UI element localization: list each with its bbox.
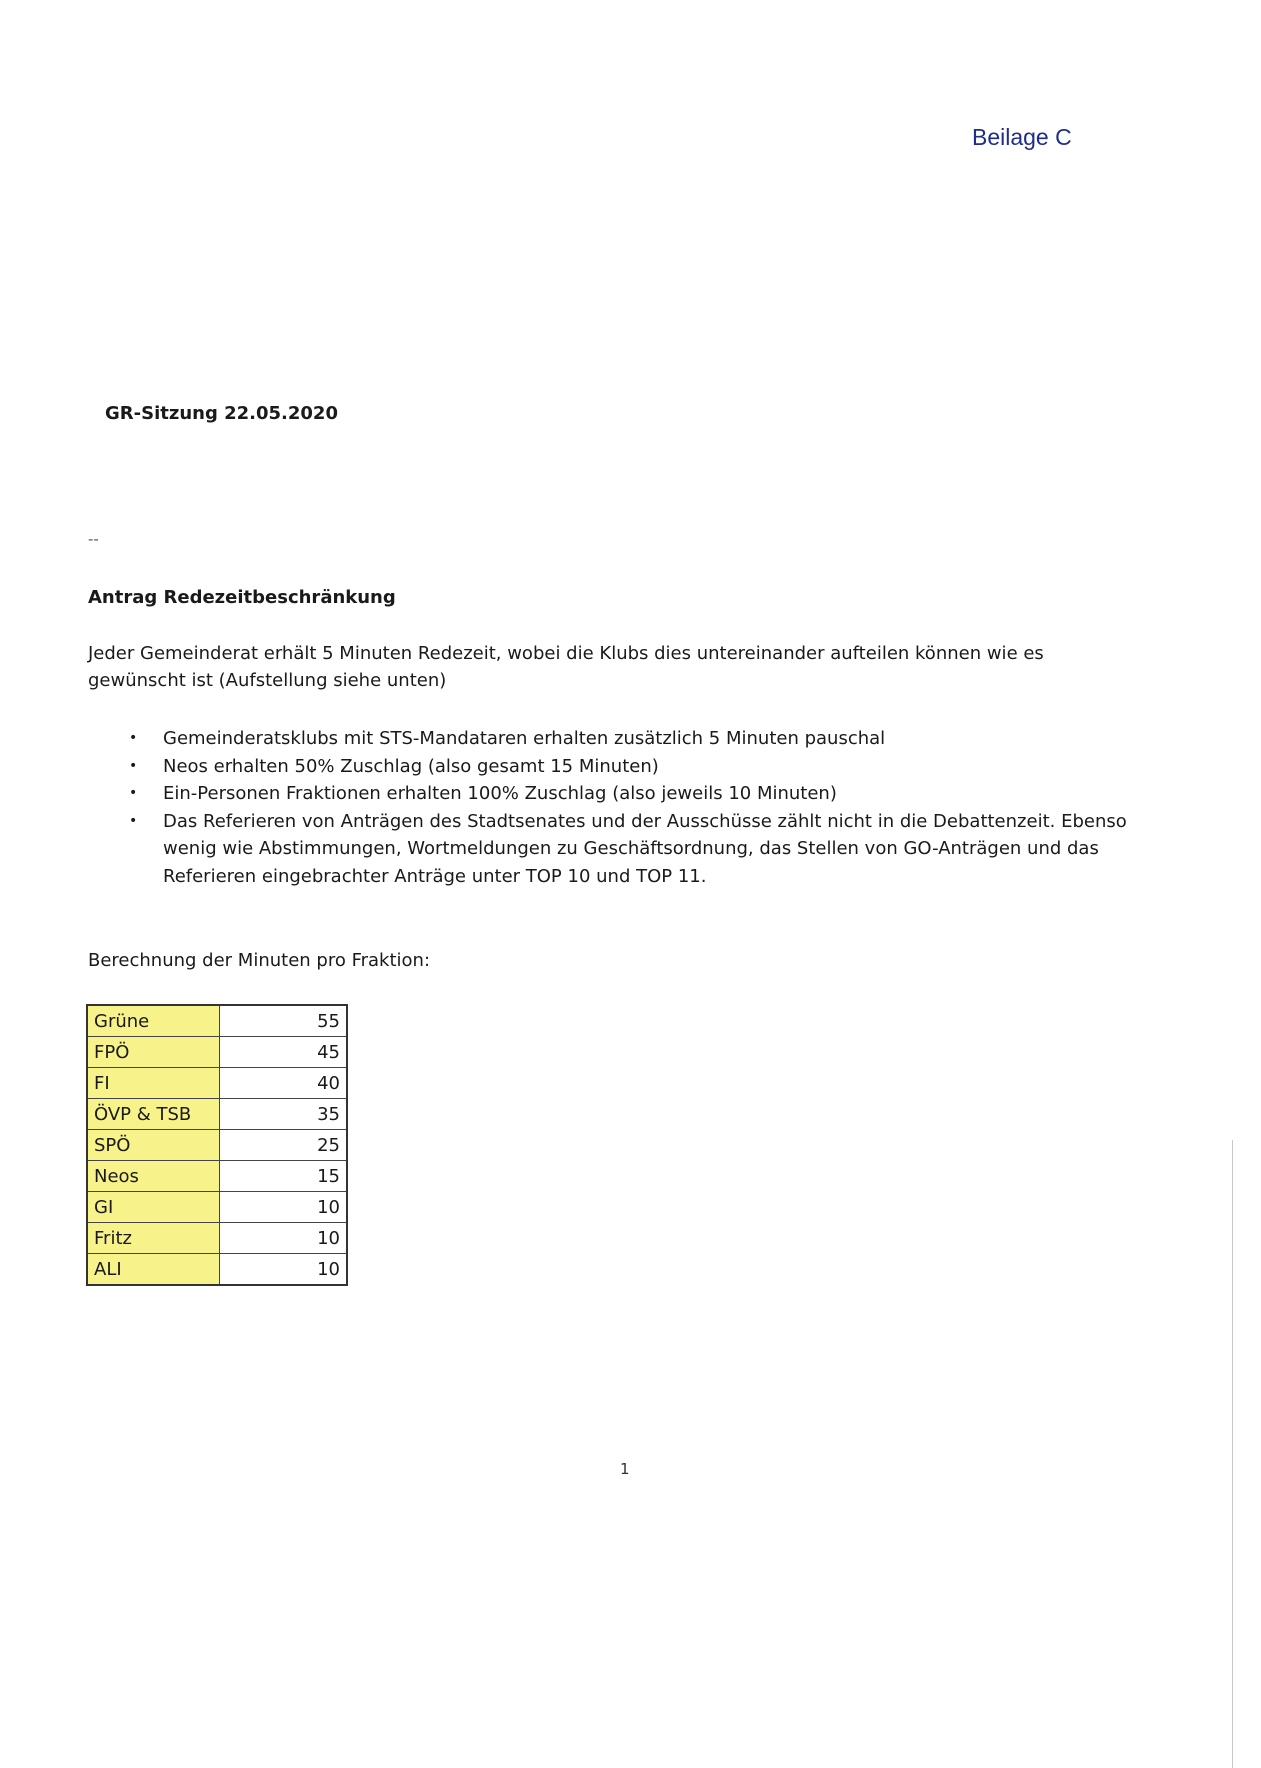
table-row [87, 1005, 347, 1037]
party-cell: Grüne [87, 1005, 220, 1037]
minutes-cell: 45 [220, 1037, 348, 1068]
motion-intro: Jeder Gemeinderat erhält 5 Minuten Redezeit, wobei die Klubs dies untereinander aufteilen können wie es gewünscht ist (Aufstellung siehe unten) [88, 643, 1044, 691]
party-cell: SPÖ [87, 1130, 220, 1161]
bullet-item [124, 808, 1154, 891]
table-row [87, 1099, 347, 1130]
party-cell: ÖVP & TSB [87, 1099, 220, 1130]
minutes-cell: 35 [220, 1099, 348, 1130]
party-cell: FPÖ [87, 1037, 220, 1068]
minutes-cell: 10 [220, 1254, 348, 1286]
separator-dashes: -- [88, 530, 99, 548]
minutes-cell: 10 [220, 1223, 348, 1254]
minutes-cell: 25 [220, 1130, 348, 1161]
table-row [87, 1130, 347, 1161]
motion-title: Antrag Redezeitbeschränkung [88, 587, 396, 608]
party-cell: ALI [87, 1254, 220, 1286]
table-row [87, 1068, 347, 1099]
bullet-text: Neos erhalten 50% Zuschlag (also gesamt 15 Minuten) [163, 755, 659, 777]
bullet-text: Ein-Personen Fraktionen erhalten 100% Zuschlag (also jeweils 10 Minuten) [163, 783, 837, 804]
party-cell: Fritz [87, 1223, 220, 1254]
page-number: 1 [620, 1460, 630, 1478]
bullet-dot-icon: • [129, 812, 138, 829]
minutes-cell: 40 [220, 1068, 348, 1099]
table-row [87, 1254, 347, 1286]
bullet-dot-icon: • [129, 757, 138, 774]
table-row [87, 1037, 347, 1068]
table-row [87, 1192, 347, 1223]
bullet-dot-icon: • [129, 730, 138, 746]
table-row [87, 1223, 347, 1254]
motion-bullet-list [124, 725, 1154, 890]
bullet-item [124, 753, 1154, 781]
bullet-text: Gemeinderatsklubs mit STS-Mandataren erhalten zusätzlich 5 Minuten pauschal [163, 728, 886, 749]
bullet-dot-icon: • [129, 785, 138, 801]
minutes-cell: 15 [220, 1161, 348, 1192]
attachment-label: Beilage C [972, 124, 1072, 150]
bullet-item [124, 780, 1154, 808]
scan-edge-line [1232, 1140, 1233, 1768]
meeting-title: GR-Sitzung 22.05.2020 [105, 403, 338, 424]
calculation-label: Berechnung der Minuten pro Fraktion: [88, 950, 431, 971]
bullet-item [124, 725, 1154, 753]
minutes-table [86, 1004, 348, 1286]
bullet-text: Das Referieren von Anträgen des Stadtsenates und der Ausschüsse zählt nicht in die Debattenzeit. Ebenso wenig wie Abstimmungen, Wortmeldungen zu Geschäftsordnung, das Stellen von GO-Anträgen und das Referieren eingebrachter Anträge unter TOP 10 und TOP 11. [163, 810, 1127, 887]
party-cell: Neos [87, 1161, 220, 1192]
party-cell: FI [87, 1068, 220, 1099]
minutes-cell: 10 [220, 1192, 348, 1223]
table-row [87, 1161, 347, 1192]
party-cell: GI [87, 1192, 220, 1223]
minutes-cell: 55 [220, 1005, 348, 1037]
